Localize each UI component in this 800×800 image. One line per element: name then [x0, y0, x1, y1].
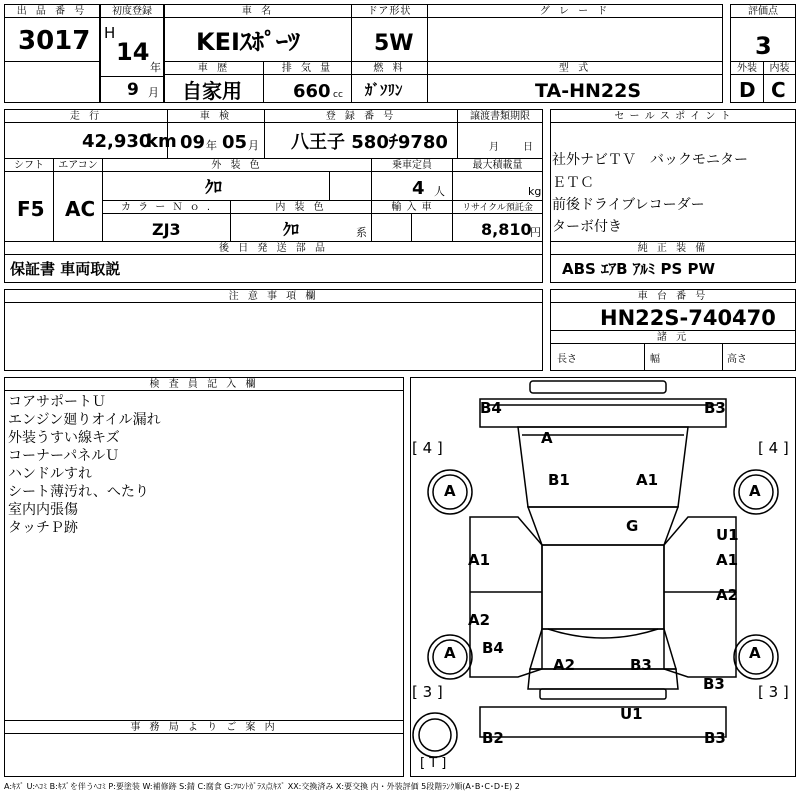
sales-point-label: セ ー ル ス ポ イ ン ト [550, 109, 796, 123]
transfer-day-unit: 日 [523, 142, 533, 153]
inspection-year: 09 [180, 132, 206, 153]
mark-windshield: G [626, 517, 639, 535]
max-load-label: 最大積載量 [452, 158, 543, 172]
mark-tire-lf: A [444, 482, 456, 500]
sales-point-3: 前後ドライブレコーダー [552, 197, 705, 213]
car-diagram [410, 377, 796, 777]
color-no-value: ZJ3 [152, 220, 181, 239]
ext-color-divider [329, 172, 330, 201]
mark-right-rear-fender: B3 [703, 675, 725, 693]
tread-left-rear: [ 3 ] [412, 683, 443, 701]
lot-no-value: 3017 [18, 26, 91, 56]
model-type-value: TA-HN22S [535, 80, 642, 102]
model-type-label: 型 式 [427, 61, 723, 75]
aircon-label: エアコン [53, 158, 103, 172]
month-unit: 月 [148, 86, 159, 99]
displacement-value: 660 [293, 81, 331, 102]
mark-roof-left: A2 [553, 656, 576, 674]
mark-tire-lr: A [444, 644, 456, 662]
year-value: 14 [116, 38, 150, 66]
int-grade-value: C [771, 78, 786, 102]
capacity-label: 乗車定員 [371, 158, 453, 172]
inspector-note-3: 外装うすい線キズ [8, 430, 120, 446]
ext-color-value: ｸﾛ [205, 178, 222, 198]
tread-right-rear: [ 3 ] [758, 683, 789, 701]
int-grade-label: 内装 [763, 61, 796, 75]
spare-tire-label: [ T ] [420, 756, 447, 771]
inspector-note-2: エンジン廻りオイル漏れ [8, 412, 161, 428]
inspector-note-1: コアサポートＵ [8, 394, 106, 410]
reg-no-label: 登 録 番 号 [264, 109, 458, 123]
color-no-label: カ ラ ー Ｎ ｏ . [102, 200, 231, 214]
legend: A:ｷｽﾞ U:ﾍｺﾐ B:ｷｽﾞを伴うﾍｺﾐ P:要塗装 W:補修跡 S:錆 C:腐食 G:ﾌﾛﾝﾄｶﾞﾗｽ点ｷｽﾞ XX:交換済み X:要交換 内・外装評価 5段階ﾗﾝｸ順(A･B･C･D･E) 2 [4, 782, 520, 791]
recycle-unit: 円 [530, 226, 541, 239]
year-unit: 年 [150, 61, 161, 74]
inspector-note-8: タッチＰ跡 [8, 520, 78, 536]
transfer-month-unit: 月 [489, 142, 499, 153]
specs-label: 諸 元 [550, 330, 796, 344]
mark-rear-gate: U1 [620, 705, 643, 723]
mark-tire-rr: A [749, 644, 761, 662]
mark-rear-bumper-left: B2 [482, 729, 504, 747]
import-label: 輸 入 車 [371, 200, 453, 214]
sales-point-4: ターボ付き [552, 219, 622, 235]
door-type-value: 5W [374, 31, 414, 56]
inspection-month-unit: 月 [248, 139, 259, 152]
capacity-value: 4 [412, 178, 425, 199]
history-label: 車 歴 [164, 61, 264, 75]
inspection-label: 車 検 [167, 109, 265, 123]
fuel-value: ｶﾞｿﾘﾝ [365, 81, 403, 99]
ext-color-label: 外 装 色 [102, 158, 372, 172]
max-load-unit: kg [528, 185, 542, 198]
transfer-label: 譲渡書類期限 [457, 109, 543, 123]
notes-label: 注 意 事 項 欄 [4, 289, 543, 303]
width-label: 幅 [650, 354, 660, 365]
capacity-unit: 人 [434, 185, 445, 198]
mark-left-front-door: A1 [468, 551, 491, 569]
ext-grade-value: D [739, 78, 756, 102]
mileage-value: 42,930 [82, 131, 152, 152]
height-label: 高さ [727, 354, 747, 365]
mark-left-rear-door: A2 [468, 611, 491, 629]
lot-no-label: 出 品 番 号 [4, 4, 100, 18]
mileage-unit: km [146, 131, 177, 152]
history-value: 自家用 [182, 79, 242, 103]
mark-front-bumper-right: B3 [704, 399, 726, 417]
mileage-label: 走 行 [4, 109, 168, 123]
mark-right-front-fender: U1 [716, 526, 739, 544]
inspector-note-5: ハンドルすれ [8, 466, 92, 482]
mark-front-bumper-left: B4 [480, 399, 502, 417]
ext-grade-label: 外装 [730, 61, 764, 75]
later-parts-value: 保証書 車両取説 [10, 260, 121, 278]
int-color-unit: 系 [356, 226, 367, 239]
office-notice-label: 事 務 局 よ り ご 案 内 [4, 720, 404, 734]
shift-value: F5 [17, 197, 45, 221]
genuine-equip-value: ABS ｴｱB ｱﾙﾐ PS PW [562, 260, 716, 278]
shift-label: シフト [4, 158, 54, 172]
tread-right-front: [ 4 ] [758, 439, 789, 457]
mark-hood-front: A [541, 429, 553, 447]
mark-roof-right: B3 [630, 656, 652, 674]
lot-no-blank [4, 61, 100, 103]
fuel-label: 燃 料 [351, 61, 428, 75]
mark-hood-right: A1 [636, 471, 659, 489]
door-type-label: ドア形状 [351, 4, 428, 18]
car-name-label: 車 名 [164, 4, 352, 18]
chassis-value: HN22S-740470 [600, 306, 776, 330]
inspector-note-7: 室内内張傷 [8, 502, 78, 518]
int-color-label: 内 装 色 [230, 200, 372, 214]
first-reg-label: 初度登録 [100, 4, 164, 18]
car-name-value: KEIｽﾎﾟｰﾂ [196, 28, 300, 56]
month-value: 9 [127, 80, 139, 100]
score-label: 評価点 [730, 4, 796, 18]
inspector-note-6: シート薄汚れ、へたり [8, 484, 149, 500]
chassis-label: 車 台 番 号 [550, 289, 796, 303]
displacement-label: 排 気 量 [263, 61, 352, 75]
grade-label: グ レ ー ド [427, 4, 723, 18]
recycle-label: リサイクル預託金 [452, 200, 543, 214]
genuine-equip-label: 純 正 装 備 [550, 241, 796, 255]
specs-div-1 [644, 344, 645, 371]
specs-div-2 [722, 344, 723, 371]
recycle-value: 8,810 [481, 220, 532, 239]
later-parts-label: 後 日 発 送 部 品 [4, 241, 543, 255]
length-label: 長さ [557, 354, 577, 365]
mark-right-front-door: A1 [716, 551, 739, 569]
aircon-value: AC [65, 197, 96, 221]
reg-no-value: 八王子 580ﾁ9780 [291, 132, 448, 153]
int-color-value: ｸﾛ [283, 220, 300, 239]
displacement-unit: cc [333, 90, 343, 100]
inspection-month: 05 [222, 132, 248, 153]
sales-point-2: ＥＴＣ [552, 175, 594, 191]
inspector-note-4: コーナーパネルＵ [8, 448, 120, 464]
inspector-label: 検 査 員 記 入 欄 [4, 377, 404, 391]
sales-point-1: 社外ナビＴＶ バックモニター [552, 152, 748, 168]
mark-tire-rf: A [749, 482, 761, 500]
inspection-year-unit: 年 [206, 139, 217, 152]
mark-left-rear-fender: B4 [482, 639, 504, 657]
era-value: H [104, 24, 116, 42]
mark-right-rear-door: A2 [716, 586, 739, 604]
mark-rear-bumper-right: B3 [704, 729, 726, 747]
mark-hood-left: B1 [548, 471, 570, 489]
score-value: 3 [755, 32, 772, 60]
tread-left-front: [ 4 ] [412, 439, 443, 457]
import-divider [411, 214, 412, 242]
